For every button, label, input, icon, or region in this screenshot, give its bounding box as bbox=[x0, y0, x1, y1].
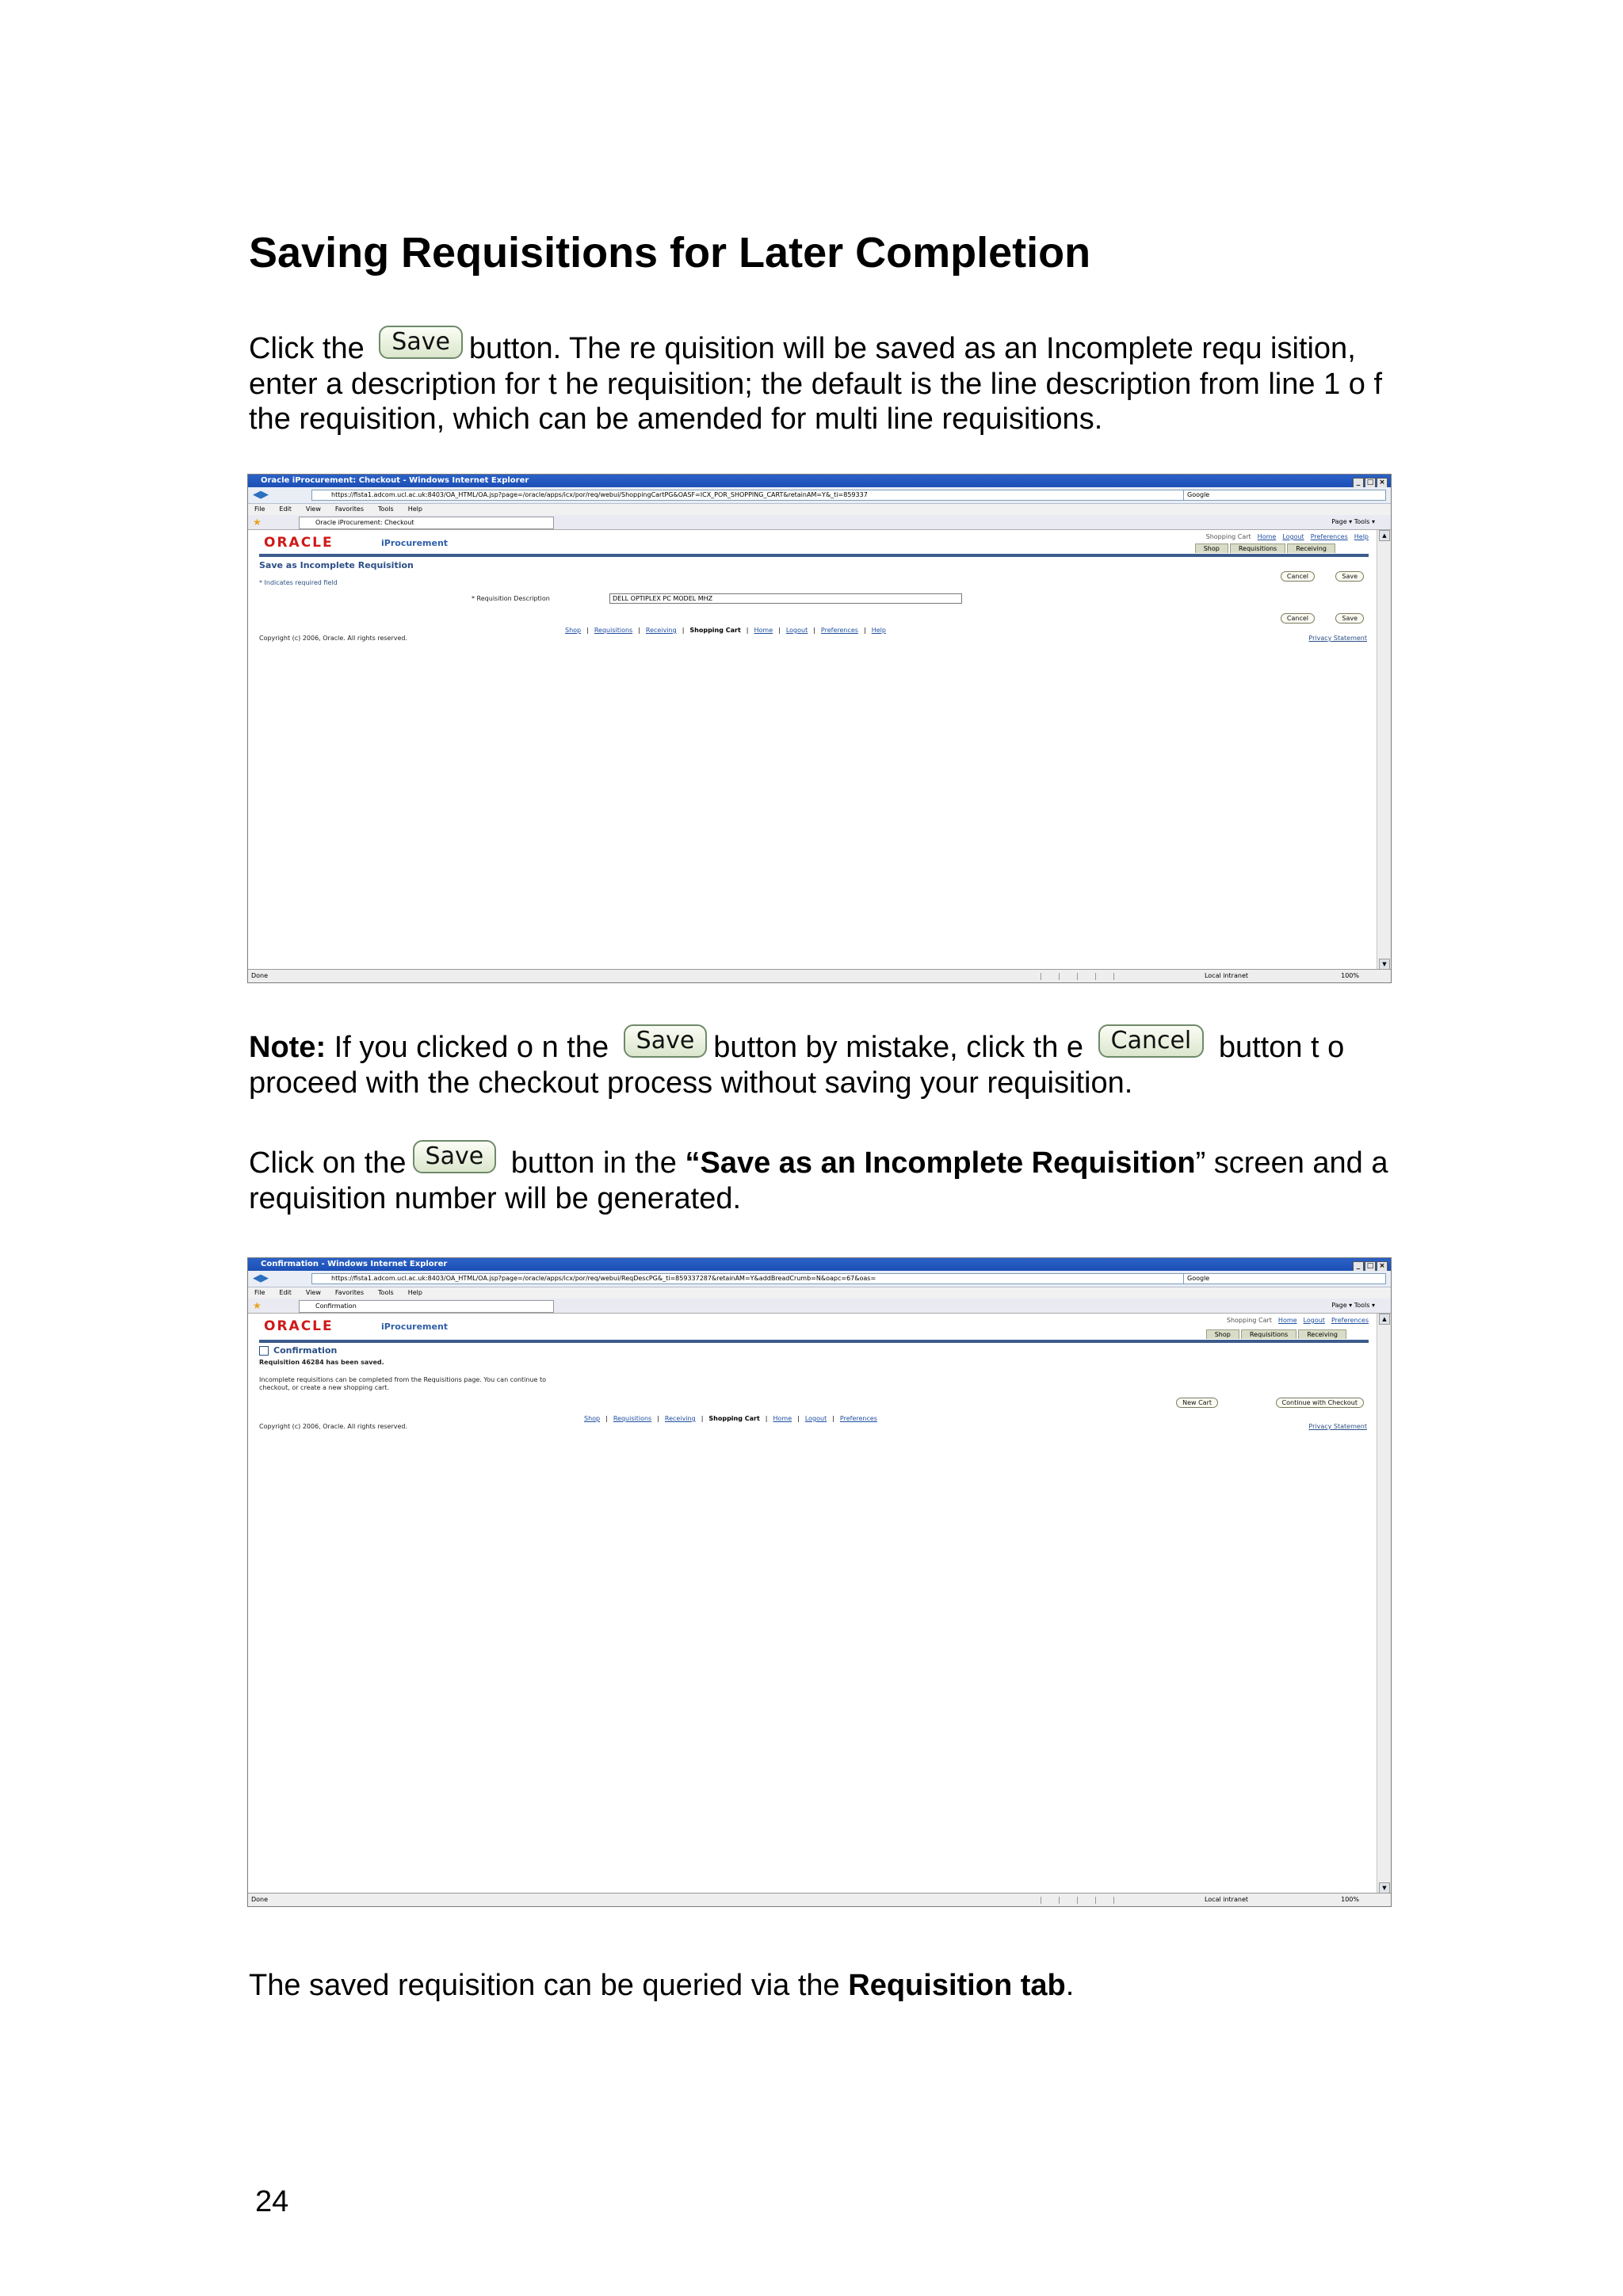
footer-links: Shop | Requisitions | Receiving | Shopping Cart | Home | Logout | Preferences bbox=[584, 1415, 877, 1422]
address-bar-row bbox=[248, 487, 1391, 504]
scroll-up-icon[interactable]: ▲ bbox=[1379, 1314, 1390, 1325]
global-link-shopping-cart[interactable]: Shopping Cart bbox=[1226, 1317, 1272, 1324]
save-button-image: Save bbox=[379, 326, 463, 359]
footer-link-home[interactable]: Home bbox=[773, 1415, 792, 1422]
menu-tools[interactable]: Tools bbox=[378, 505, 394, 513]
confirmation-icon bbox=[259, 1346, 269, 1356]
page-title: Saving Requisitions for Later Completion bbox=[249, 229, 1091, 277]
oracle-logo: ORACLE bbox=[264, 1318, 334, 1334]
continue-checkout-button[interactable]: Continue with Checkout bbox=[1276, 1398, 1364, 1408]
note-text-1: If you clicked o n the bbox=[334, 1031, 609, 1064]
search-input[interactable]: Google bbox=[1183, 490, 1386, 501]
vertical-scrollbar[interactable] bbox=[1377, 1314, 1391, 1894]
global-links bbox=[1220, 1317, 1369, 1324]
scroll-down-icon[interactable]: ▼ bbox=[1379, 1882, 1390, 1894]
global-link-preferences[interactable]: Preferences bbox=[1331, 1317, 1369, 1324]
status-bar bbox=[248, 1893, 1391, 1906]
menu-edit[interactable]: Edit bbox=[279, 505, 292, 513]
status-text: Done bbox=[251, 972, 269, 979]
browser-tab[interactable]: Confirmation bbox=[299, 1300, 554, 1313]
minimize-icon[interactable]: _ bbox=[1353, 1261, 1364, 1272]
save-button-top[interactable]: Save bbox=[1335, 571, 1364, 582]
global-link-preferences[interactable]: Preferences bbox=[1310, 533, 1348, 540]
tab-shop[interactable]: Shop bbox=[1206, 1329, 1239, 1339]
footer-link-home[interactable]: Home bbox=[754, 627, 773, 634]
final-period: . bbox=[1065, 1969, 1075, 2002]
global-link-logout[interactable]: Logout bbox=[1282, 533, 1304, 540]
footer-link-logout[interactable]: Logout bbox=[804, 1415, 827, 1422]
footer-link-help[interactable]: Help bbox=[871, 627, 886, 634]
page-tools-menu[interactable]: Page ▾ Tools ▾ bbox=[1331, 1302, 1375, 1309]
save-button-bottom[interactable]: Save bbox=[1335, 613, 1364, 624]
page-heading bbox=[259, 1345, 337, 1356]
vertical-scrollbar[interactable] bbox=[1377, 530, 1391, 970]
menu-edit[interactable]: Edit bbox=[279, 1289, 292, 1296]
page-tools-menu[interactable]: Page ▾ Tools ▾ bbox=[1331, 518, 1375, 525]
instruction-text-middle: button in the bbox=[510, 1146, 677, 1180]
menu-favorites[interactable]: Favorites bbox=[334, 505, 365, 513]
favorites-star-icon[interactable]: ★ bbox=[253, 517, 262, 528]
save-button-image: Save bbox=[413, 1140, 497, 1173]
page-number: 24 bbox=[255, 2185, 289, 2218]
minimize-icon[interactable]: _ bbox=[1353, 478, 1364, 488]
required-note: * Indicates required field bbox=[259, 579, 338, 586]
privacy-statement-link[interactable]: Privacy Statement bbox=[1308, 1423, 1367, 1430]
field-label: * Requisition Description bbox=[472, 595, 550, 602]
tab-receiving[interactable]: Receiving bbox=[1298, 1329, 1346, 1339]
save-button-image: Save bbox=[624, 1024, 708, 1058]
banner-divider bbox=[259, 1340, 1369, 1343]
footer-link-requisitions[interactable]: Requisitions bbox=[594, 627, 633, 634]
footer-link-requisitions[interactable]: Requisitions bbox=[613, 1415, 652, 1422]
back-forward-icon[interactable]: ◀▶ bbox=[253, 1272, 269, 1284]
tab-requisitions[interactable]: Requisitions bbox=[1241, 1329, 1296, 1339]
app-tabs bbox=[1193, 543, 1335, 553]
tab-receiving[interactable]: Receiving bbox=[1287, 543, 1335, 553]
new-cart-button[interactable]: New Cart bbox=[1176, 1398, 1218, 1408]
note-label: Note: bbox=[249, 1031, 327, 1064]
maximize-icon[interactable]: □ bbox=[1365, 478, 1376, 488]
copyright: Copyright (c) 2006, Oracle. All rights reserved. bbox=[259, 635, 408, 642]
tab-shop[interactable]: Shop bbox=[1195, 543, 1228, 553]
security-zone: Local intranet bbox=[1204, 972, 1248, 979]
oracle-logo: ORACLE bbox=[264, 535, 334, 551]
page-content bbox=[248, 1314, 1391, 1894]
browser-tab-row bbox=[248, 1299, 1391, 1314]
saved-message: Requisition 46284 has been saved. bbox=[259, 1359, 384, 1366]
window-titlebar bbox=[248, 475, 1391, 487]
browser-tab[interactable]: Oracle iProcurement: Checkout bbox=[299, 517, 554, 529]
requisition-tab-reference: Requisition tab bbox=[848, 1969, 1066, 2002]
save-instruction-paragraph bbox=[249, 1142, 1395, 1216]
instruction-text-after: ” screen and a requisition number will be generated. bbox=[249, 1146, 1388, 1215]
page-heading: Save as Incomplete Requisition bbox=[259, 560, 414, 570]
menu-view[interactable]: View bbox=[305, 505, 321, 513]
cancel-button-image: Cancel bbox=[1098, 1024, 1205, 1058]
intro-text-after: button. The re quisition will be saved as an Incomplete requ isition, enter a description for t he requisition; the default is the line description from line 1 o f the requisition, which can be amended for multi line requisitions. bbox=[249, 332, 1383, 436]
note-text-2: button by mistake, click th e bbox=[713, 1031, 1084, 1064]
close-icon[interactable]: × bbox=[1377, 1261, 1388, 1272]
final-text: The saved requisition can be queried via the bbox=[249, 1969, 840, 2002]
global-link-home[interactable]: Home bbox=[1277, 1317, 1297, 1324]
menu-tools[interactable]: Tools bbox=[378, 1289, 394, 1296]
intro-paragraph bbox=[249, 327, 1395, 437]
cancel-button-bottom[interactable]: Cancel bbox=[1281, 613, 1315, 624]
favorites-star-icon[interactable]: ★ bbox=[253, 1300, 262, 1311]
global-link-help[interactable]: Help bbox=[1354, 533, 1369, 540]
security-zone: Local intranet bbox=[1204, 1896, 1248, 1903]
menu-bar bbox=[248, 1287, 1391, 1299]
info-line-2: checkout, or create a new shopping cart. bbox=[259, 1384, 389, 1391]
footer-link-receiving[interactable]: Receiving bbox=[645, 627, 677, 634]
product-name: iProcurement bbox=[381, 1322, 449, 1332]
menu-view[interactable]: View bbox=[305, 1289, 321, 1296]
footer-link-preferences[interactable]: Preferences bbox=[820, 627, 858, 634]
window-titlebar bbox=[248, 1258, 1391, 1271]
intro-text-before: Click the bbox=[249, 332, 365, 365]
footer-links: Shop | Requisitions | Receiving | Shopping Cart | Home | Logout | Preferences | Help bbox=[565, 627, 886, 634]
global-link-home[interactable]: Home bbox=[1257, 533, 1277, 540]
menu-help[interactable]: Help bbox=[407, 505, 422, 513]
back-forward-icon[interactable]: ◀▶ bbox=[253, 489, 269, 501]
scroll-up-icon[interactable]: ▲ bbox=[1379, 530, 1390, 541]
status-bar bbox=[248, 969, 1391, 982]
status-cells bbox=[1041, 1896, 1132, 1907]
copyright: Copyright (c) 2006, Oracle. All rights reserved. bbox=[259, 1423, 408, 1430]
menu-help[interactable]: Help bbox=[407, 1289, 422, 1296]
status-text: Done bbox=[251, 1896, 269, 1903]
maximize-icon[interactable]: □ bbox=[1365, 1261, 1376, 1272]
menu-bar bbox=[248, 504, 1391, 515]
zoom-level[interactable]: 100% bbox=[1341, 972, 1359, 979]
product-name: iProcurement bbox=[381, 538, 449, 548]
window-title: Confirmation - Windows Internet Explorer bbox=[261, 1260, 448, 1268]
footer-link-shopping-cart[interactable]: Shopping Cart bbox=[689, 627, 741, 634]
screenshot-confirmation bbox=[247, 1257, 1392, 1907]
global-link-logout[interactable]: Logout bbox=[1303, 1317, 1325, 1324]
instruction-text-before: Click on the bbox=[249, 1146, 407, 1180]
scroll-down-icon[interactable]: ▼ bbox=[1379, 959, 1390, 970]
screenshot-checkout bbox=[247, 474, 1392, 983]
footer-link-logout[interactable]: Logout bbox=[785, 627, 808, 634]
global-links bbox=[1200, 533, 1369, 540]
menu-file[interactable]: File bbox=[254, 1289, 265, 1296]
cancel-button-top[interactable]: Cancel bbox=[1281, 571, 1315, 582]
address-input[interactable]: https://fista1.adcom.ucl.ac.uk:8403/OA_HTML/OA.jsp?page=/oracle/apps/icx/por/req/webui/ShoppingCartPG&OASF=ICX_POR_SHOPPING_CART&retainAM=Y&_ti=859337 bbox=[311, 490, 1362, 501]
requisition-description-input[interactable]: DELL OPTIPLEX PC MODEL MHZ bbox=[609, 593, 962, 604]
footer-link-shop[interactable]: Shop bbox=[565, 627, 582, 634]
address-input[interactable]: https://fista1.adcom.ucl.ac.uk:8403/OA_HTML/OA.jsp?page=/oracle/apps/icx/por/req/webui/ReqDescPG&_ti=859337287&retainAM=Y&addBreadCrumb=N&oapc=67&oas= bbox=[311, 1273, 1362, 1284]
instruction-bold: “Save as an Incomplete Requisition bbox=[685, 1146, 1196, 1180]
browser-tab-row bbox=[248, 515, 1391, 530]
footer-link-shop[interactable]: Shop bbox=[584, 1415, 601, 1422]
search-input[interactable]: Google bbox=[1183, 1273, 1386, 1284]
window-title: Oracle iProcurement: Checkout - Windows Internet Explorer bbox=[261, 476, 529, 485]
menu-file[interactable]: File bbox=[254, 505, 265, 513]
app-tabs bbox=[1205, 1329, 1346, 1339]
info-line-1: Incomplete requisitions can be completed from the Requisitions page. You can continue to bbox=[259, 1376, 547, 1383]
address-bar-row bbox=[248, 1271, 1391, 1287]
zoom-level[interactable]: 100% bbox=[1341, 1896, 1359, 1903]
privacy-statement-link[interactable]: Privacy Statement bbox=[1308, 635, 1367, 642]
final-paragraph bbox=[249, 1968, 1395, 2003]
close-icon[interactable]: × bbox=[1377, 478, 1388, 488]
note-paragraph bbox=[249, 1026, 1395, 1100]
page-content bbox=[248, 530, 1391, 970]
status-cells bbox=[1041, 972, 1132, 983]
banner-divider bbox=[259, 554, 1369, 557]
global-link-shopping-cart[interactable]: Shopping Cart bbox=[1205, 533, 1251, 540]
menu-favorites[interactable]: Favorites bbox=[334, 1289, 365, 1296]
note-text-3: button t o proceed with the checkout process without saving your requisition. bbox=[249, 1031, 1345, 1100]
tab-requisitions[interactable]: Requisitions bbox=[1230, 543, 1285, 553]
heading-text: Confirmation bbox=[273, 1345, 338, 1356]
footer-link-shopping-cart[interactable]: Shopping Cart bbox=[708, 1415, 760, 1422]
footer-link-preferences[interactable]: Preferences bbox=[839, 1415, 877, 1422]
footer-link-receiving[interactable]: Receiving bbox=[664, 1415, 696, 1422]
